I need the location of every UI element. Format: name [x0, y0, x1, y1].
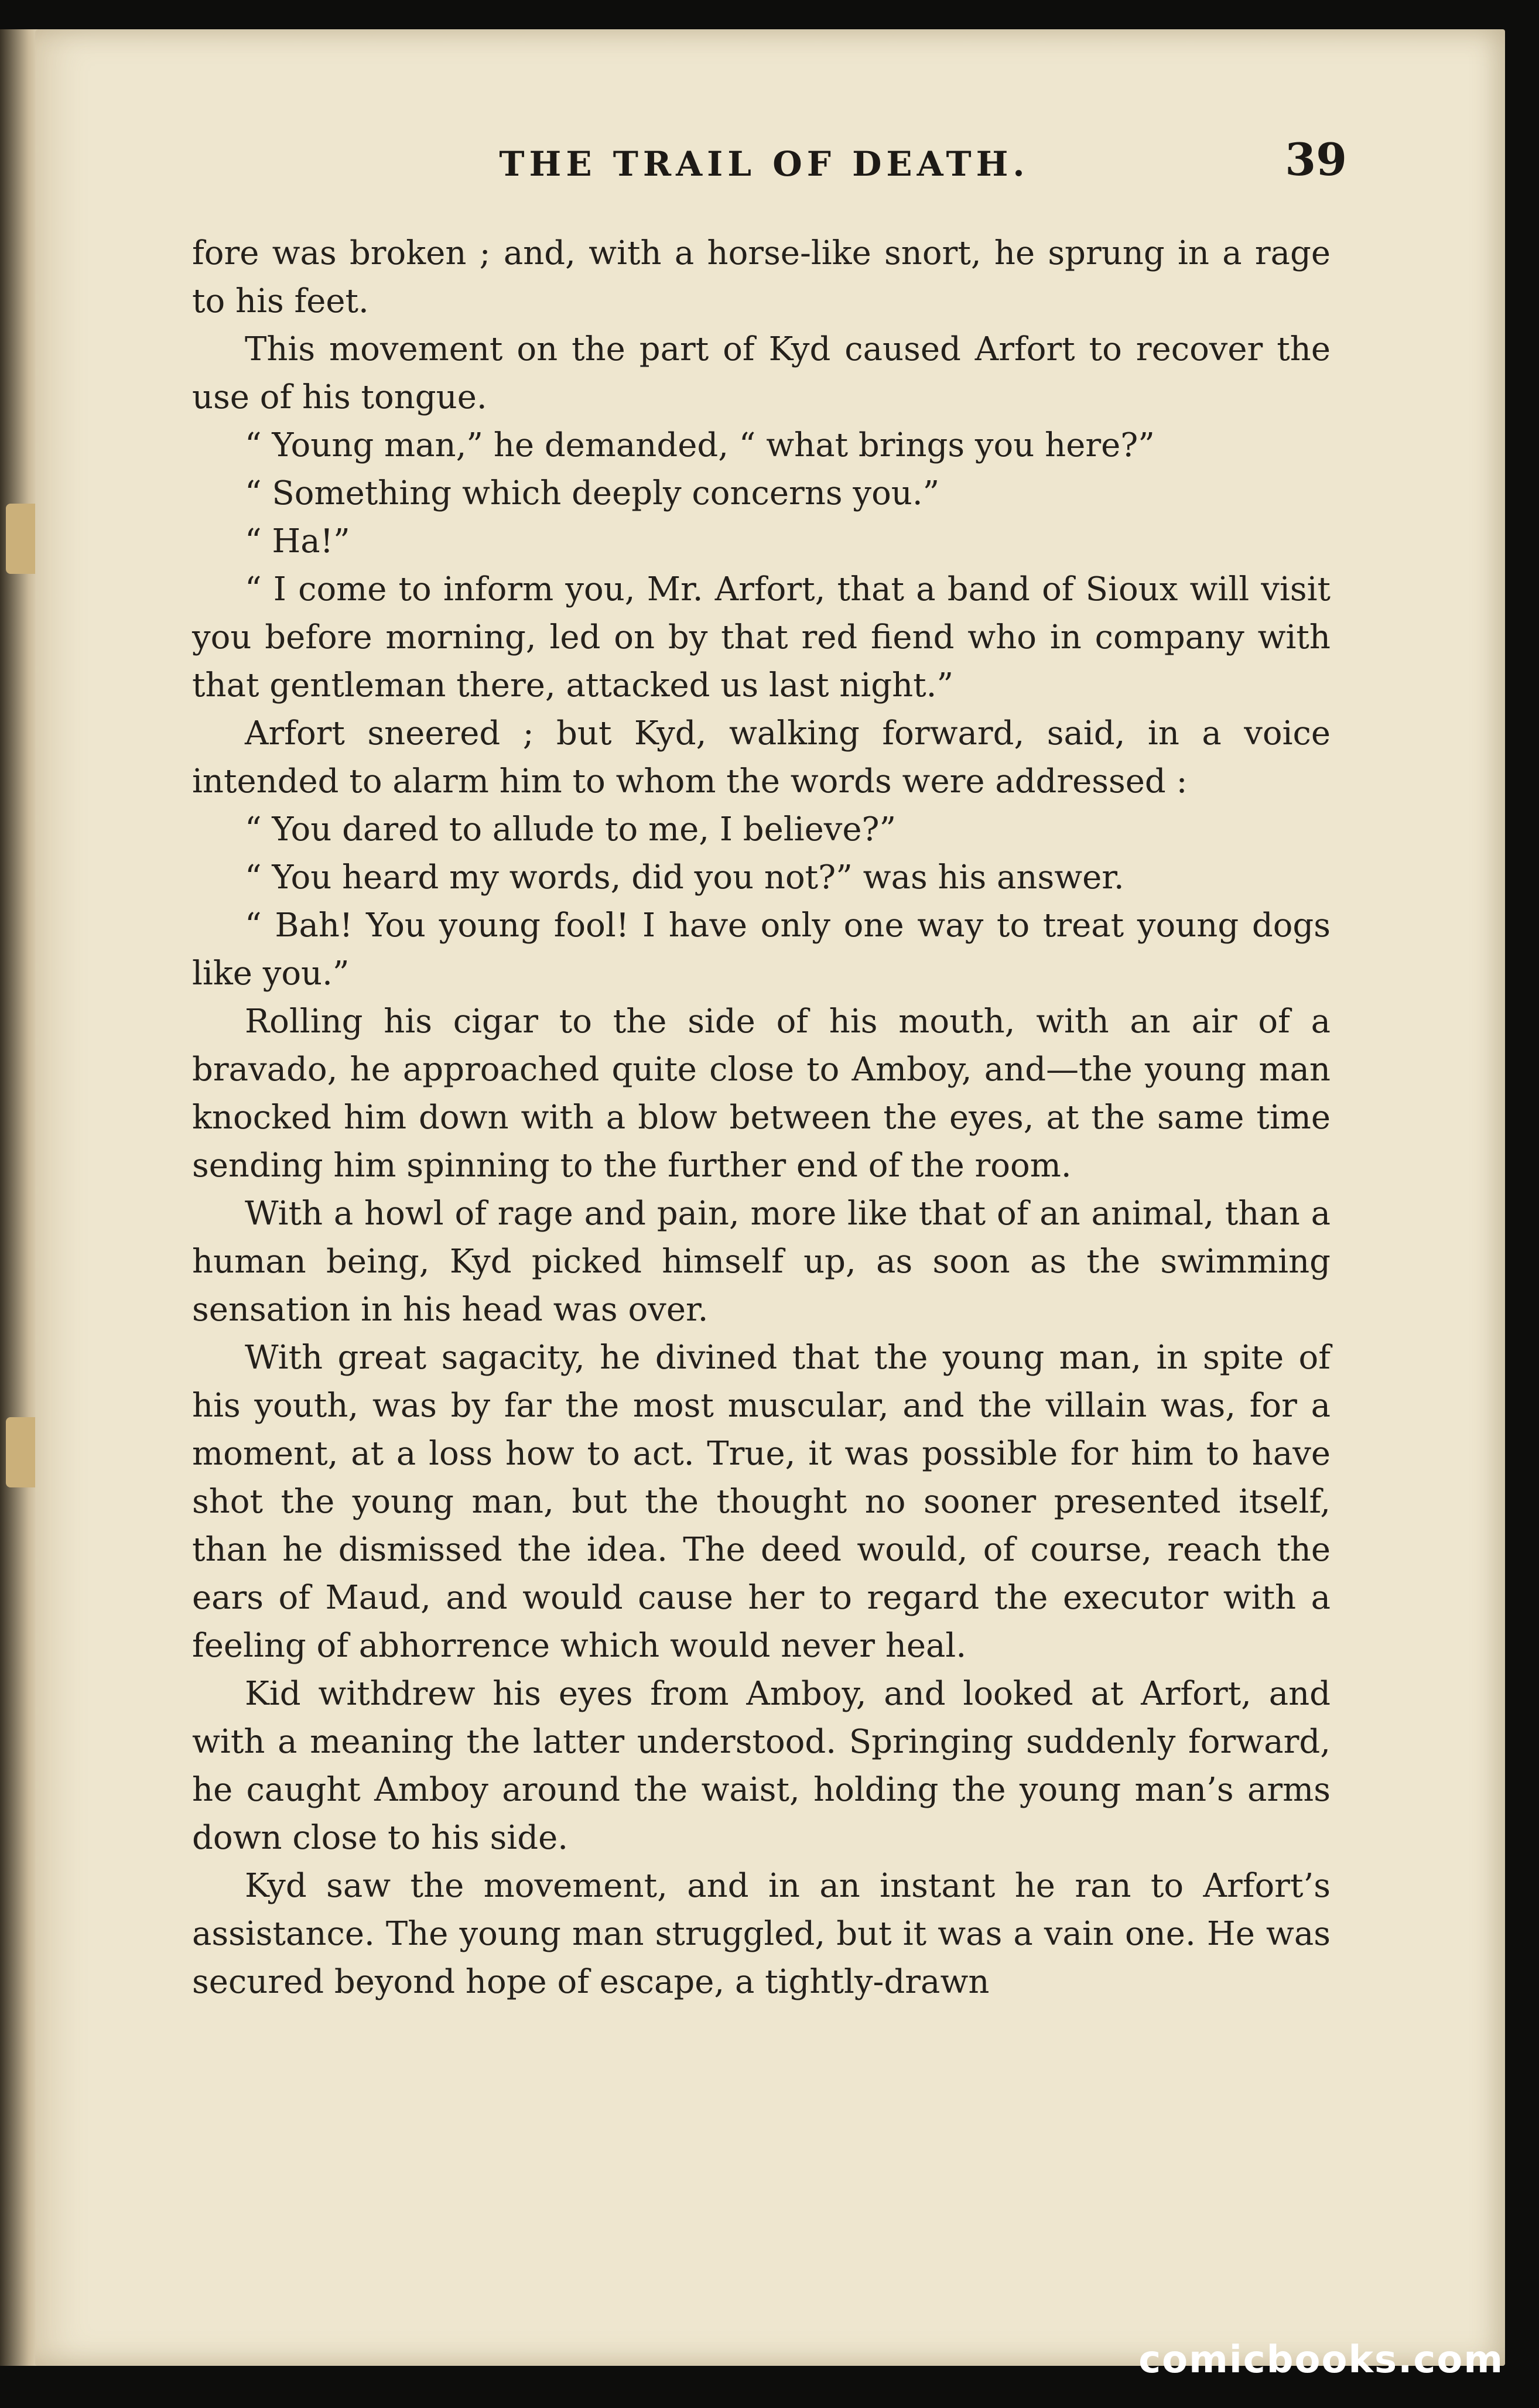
page-header — [182, 134, 1347, 198]
paragraph: fore was broken ; and, with a horse-like snort, he sprung in a rage to his feet. — [192, 234, 1331, 320]
running-title: THE TRAIL OF DEATH. — [499, 144, 1030, 184]
body-text — [192, 230, 1331, 2006]
page-number: 39 — [1285, 134, 1347, 186]
paragraph: “ You heard my words, did you not?” was his answer. — [245, 858, 1124, 897]
paragraph: Kyd saw the movement, and in an instant he ran to Arfort’s assistance. The young man struggled, but it was a vain one. He was secured beyond hope of escape, a tightly-drawn — [192, 1867, 1331, 2001]
paragraph: “ Something which deeply concerns you.” — [245, 474, 940, 512]
paragraph: Rolling his cigar to the side of his mouth, with an air of a bravado, he approached quite close to Amboy, and—the young man knocked him down with a blow between the eyes, at the same time sending him spinning to the further end of the room. — [192, 1003, 1331, 1185]
paragraph: “ You dared to allude to me, I believe?” — [245, 810, 897, 849]
paragraph: “ Bah! You young fool! I have only one way to treat young dogs like you.” — [192, 907, 1331, 993]
paragraph: This movement on the part of Kyd caused Arfort to recover the use of his tongue. — [192, 330, 1331, 416]
paragraph: “ I come to inform you, Mr. Arfort, that a band of Sioux will visit you before morning, led on by that red fiend who in company with that gentleman there, attacked us last night.” — [192, 570, 1331, 704]
paragraph: Kid withdrew his eyes from Amboy, and looked at Arfort, and with a meaning the latter understood. Springing suddenly forward, he caught Amboy around the waist, holding the young man’s arms down close to his side. — [192, 1675, 1331, 1857]
paragraph: Arfort sneered ; but Kyd, walking forward, said, in a voice intended to alarm him to whom the words were addressed : — [192, 714, 1331, 801]
paragraph: With great sagacity, he divined that the young man, in spite of his youth, was by far the most muscular, and the villain was, for a moment, at a loss how to act. True, it was possible for him to have shot the young man, but the thought no sooner presented itself, than he dismissed the idea. The deed would, of course, reach the ears of Maud, and would cause her to regard the executor with a feeling of abhorrence which would never heal. — [192, 1339, 1331, 1665]
paragraph: “ Young man,” he demanded, “ what brings you here?” — [245, 426, 1155, 464]
paragraph: With a howl of rage and pain, more like that of an animal, than a human being, Kyd picked himself up, as soon as the swimming sensation in his head was over. — [192, 1195, 1331, 1329]
paragraph: “ Ha!” — [245, 522, 350, 560]
watermark: comicbooks.com — [1138, 2338, 1504, 2382]
